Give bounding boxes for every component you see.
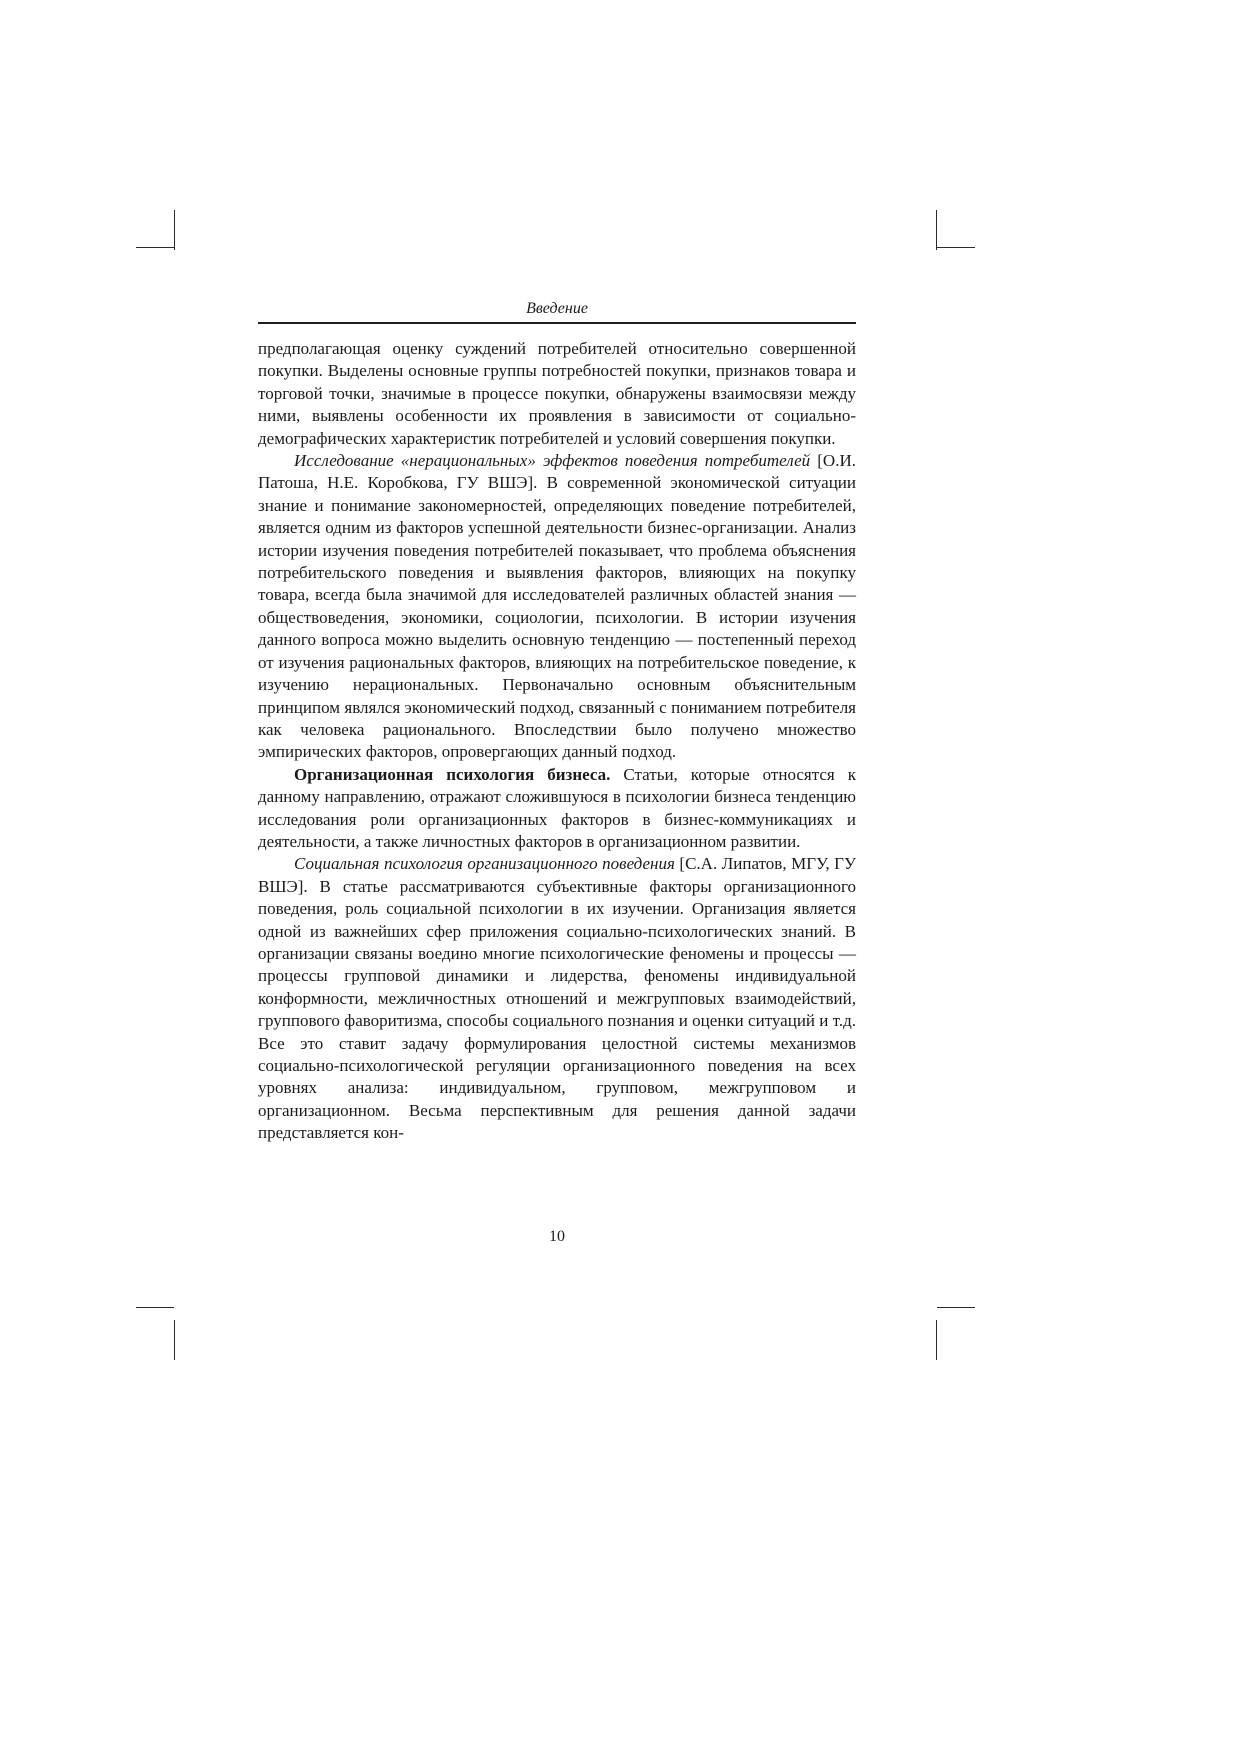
text-block [258, 338, 856, 1145]
paragraph-3 [258, 764, 856, 854]
crop-mark-bottom-left-horizontal [136, 1307, 174, 1308]
header-rule [258, 322, 856, 324]
paragraph-4 [258, 853, 856, 1144]
paragraph-4-text: [С.А. Липатов, МГУ, ГУ ВШЭ]. В статье рассматриваются субъективные факторы организационного поведения, роль социальной психологии в их изучении. Организация является одной из важнейших сфер приложения социально-психологических знаний. В организации связаны воедино многие психологические феномены и процессы — процессы групповой динамики и лидерства, феномены индивидуальной конформности, межличностных отношений и межгрупповых взаимодействий, группового фаворитизма, способы социального познания и оценки ситуаций и т.д. Все это ставит задачу формулирования целостной системы механизмов социально-психологической регуляции организационного поведения на всех уровнях анализа: индивидуальном, групповом, межгрупповом и организационном. Весьма перспективным для решения данной задачи представляется кон- [258, 854, 856, 1143]
crop-mark-bottom-right-vertical [936, 1320, 937, 1360]
paragraph-3-lead-bold: Организационная психология бизнеса. [294, 764, 611, 784]
crop-mark-top-left-horizontal [136, 247, 174, 248]
paragraph-2-text: [О.И. Патоша, Н.Е. Коробкова, ГУ ВШЭ]. В современной экономической ситуации знание и понимание закономерностей, определяющих поведение потребителей, является одним из факторов успешной деятельности бизнес-организации. Анализ истории изучения поведения потребителей показывает, что проблема объяснения потребительского поведения и выявления факторов, влияющих на покупку товара, всегда была значимой для исследователей различных областей знания — обществоведения, экономики, социологии, психологии. В истории изучения данного вопроса можно выделить основную тенденцию — постепенный переход от изучения рациональных факторов, влияющих на потребительское поведение, к изучению нерациональных. Первоначально основным объяснительным принципом являлся экономический подход, связанный с пониманием потребителя как человека рационального. Впоследствии было получено множество эмпирических факторов, опровергающих данный подход. [258, 451, 856, 762]
running-header: Введение [526, 300, 588, 317]
crop-mark-top-right-vertical [936, 210, 937, 250]
paragraph-2 [258, 450, 856, 764]
paragraph-1-text: предполагающая оценку суждений потребителей относительно совершенной покупки. Выделены основные группы потребностей покупки, признаков товара и торговой точки, значимые в процессе покупки, обнаружены взаимосвязи между ними, выявлены особенности их проявления в зависимости от социально-демографических характеристик потребителей и условий совершения покупки. [258, 339, 856, 448]
crop-mark-bottom-left-vertical [174, 1320, 175, 1360]
crop-mark-top-left-vertical [174, 210, 175, 250]
paragraph-2-lead-italic: Исследование «нерациональных» эффектов поведения потребителей [294, 451, 811, 471]
paragraph-1 [258, 338, 856, 450]
crop-mark-top-right-horizontal [937, 247, 975, 248]
paragraph-3-text: Статьи, которые относятся к данному направлению, отражают сложившуюся в психологии бизнеса тенденцию исследования роли организационных факторов в бизнес-коммуникациях и деятельности, а также личностных факторов в организационном развитии. [258, 764, 856, 851]
crop-mark-bottom-right-horizontal [937, 1307, 975, 1308]
paragraph-4-lead-italic: Социальная психология организационного поведения [294, 854, 675, 874]
page-number: 10 [549, 1228, 565, 1245]
